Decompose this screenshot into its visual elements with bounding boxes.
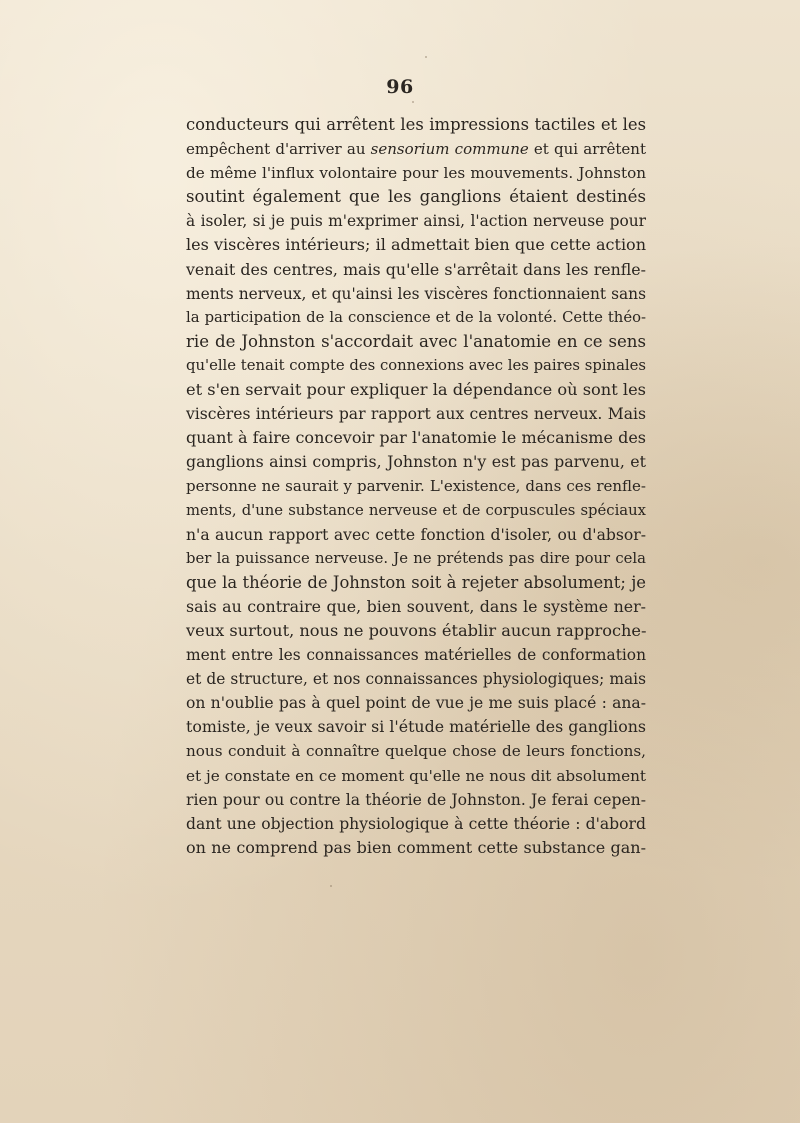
text-segment: que la théorie de Johnston soit à rejeter absolument; je [186, 572, 646, 592]
text-segment: soutint également que les ganglions étaient destinés [186, 187, 646, 207]
text-line [186, 185, 646, 209]
text-segment: on n'oublie pas à quel point de vue je me suis placé : ana- [186, 694, 646, 713]
text-segment: rien pour ou contre la théorie de Johnston. Je ferai cepen- [186, 790, 646, 809]
text-line [186, 330, 646, 354]
text-segment: les viscères intérieurs; il admettait bien que cette action [186, 235, 646, 255]
text-segment: rie de Johnston s'accordait avec l'anatomie en ce sens [186, 331, 646, 351]
text-segment: n'a aucun rapport avec cette fonction d'isoler, ou d'absor- [186, 525, 646, 544]
text-line [186, 161, 646, 185]
text-segment: quant à faire concevoir par l'anatomie le mécanisme des [186, 428, 646, 448]
text-segment: ganglions ainsi compris, Johnston n'y est pas parvenu, et [186, 452, 646, 472]
text-segment: de même l'influx volontaire pour les mouvements. Johnston [186, 164, 646, 183]
text-line [186, 450, 646, 474]
text-line [186, 788, 646, 812]
text-segment: la participation de la conscience et de la volonté. Cette théo- [186, 308, 646, 326]
text-line [186, 113, 646, 137]
text-line [186, 691, 646, 715]
paper-speck [392, 176, 394, 178]
text-line [186, 812, 646, 836]
text-line [186, 474, 646, 498]
page-number: 96 [386, 76, 414, 98]
text-segment: venait des centres, mais qu'elle s'arrêtait dans les renfle- [186, 259, 646, 279]
text-segment: et de structure, et nos connaissances physiologiques; mais [186, 670, 646, 689]
text-segment: viscères intérieurs par rapport aux centres nerveux. Mais [186, 405, 646, 424]
text-line [186, 523, 646, 547]
text-segment: conducteurs qui arrêtent les impressions tactiles et les [186, 115, 646, 134]
text-line [186, 258, 646, 282]
text-segment: veux surtout, nous ne pouvons établir aucun rapproche- [186, 620, 647, 640]
body-text [186, 113, 646, 860]
text-segment: ber la puissance nerveuse. Je ne prétends pas dire pour cela [186, 549, 646, 567]
text-line [186, 643, 646, 667]
text-line [186, 739, 646, 763]
text-line [186, 595, 646, 619]
text-line [186, 836, 646, 860]
paper-speck [425, 56, 427, 58]
text-line [186, 233, 646, 257]
text-line [186, 619, 646, 643]
text-segment: ments nerveux, et qu'ainsi les viscères fonctionnaient sans [186, 284, 646, 303]
text-segment: et s'en servait pour expliquer la dépendance où sont les [186, 380, 646, 400]
paper-speck [330, 885, 332, 887]
text-line [186, 402, 646, 426]
paper-speck [412, 101, 414, 103]
text-line [186, 571, 646, 595]
text-segment: ments, d'une substance nerveuse et de corpuscules spéciaux [186, 501, 646, 519]
text-segment: tomiste, je veux savoir si l'étude matérielle des ganglions [186, 717, 646, 737]
text-segment: on ne comprend pas bien comment cette substance gan- [186, 837, 646, 857]
text-segment: qu'elle tenait compte des connexions avec les paires spinales [186, 356, 646, 374]
text-segment: personne ne saurait y parvenir. L'existence, dans ces renfle- [186, 477, 646, 496]
text-line [186, 764, 646, 788]
text-segment: et je constate en ce moment qu'elle ne nous dit absolument [186, 766, 646, 785]
text-line [186, 378, 646, 402]
text-line [186, 209, 646, 233]
text-line [186, 547, 646, 571]
text-line [186, 306, 646, 330]
text-line [186, 137, 646, 161]
text-line [186, 499, 646, 523]
text-segment: à isoler, si je puis m'exprimer ainsi, l'action nerveuse pour [186, 212, 646, 231]
text-segment: ment entre les connaissances matérielles de conformation [186, 646, 646, 665]
text-line [186, 354, 646, 378]
text-segment: dant une objection physiologique à cette théorie : d'abord [186, 814, 646, 833]
text-line [186, 282, 646, 306]
text-line [186, 667, 646, 691]
text-segment: et qui arrêtent [528, 140, 646, 159]
text-segment: empêchent d'arriver au [186, 140, 371, 159]
text-line [186, 715, 646, 739]
text-line [186, 426, 646, 450]
italic-term: sensorium commune [370, 140, 529, 159]
text-segment: nous conduit à connaître quelque chose de leurs fonctions, [186, 742, 646, 761]
text-segment: sais au contraire que, bien souvent, dans le système ner- [186, 596, 646, 616]
